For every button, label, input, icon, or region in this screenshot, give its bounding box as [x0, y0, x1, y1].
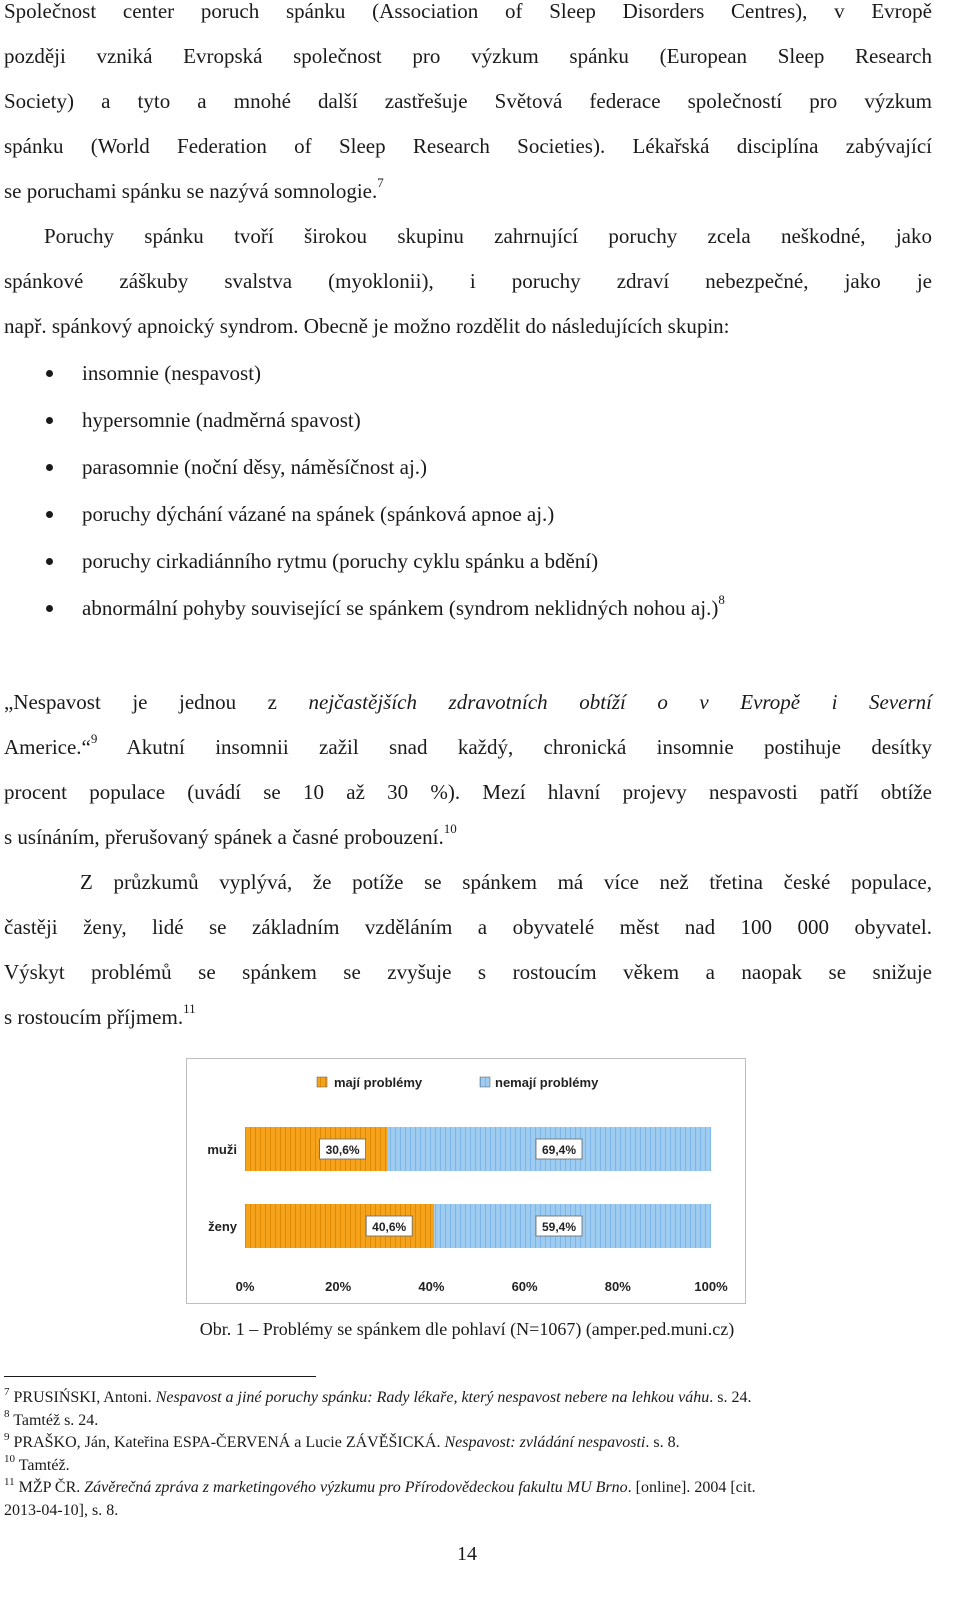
footnote-title: Závěrečná zpráva z marketingového výzkumu pro Přírodovědeckou fakultu MU Brno [84, 1479, 628, 1496]
p3-last-text: s usínáním, přerušovaný spánek a časné probouzení. [4, 825, 444, 849]
figure-caption: Obr. 1 – Problémy se spánkem dle pohlaví (N=1067) (amper.ped.muni.cz) [199, 1319, 735, 1339]
footnote-title: Nespavost a jiné poruchy spánku: Rady lékaře, který nespavost nebere na lehkou váhu [155, 1389, 710, 1406]
p4-last-line [4, 995, 932, 1040]
footnote-text: MŽP ČR. [18, 1479, 85, 1496]
list-item: poruchy cirkadiánního rytmu (poruchy cyklu spánku a bdění) [4, 538, 932, 585]
p3-line2-start: Americe.“ [4, 735, 91, 759]
list-item: parasomnie (noční děsy, náměsíčnost aj.) [4, 444, 932, 491]
p4-line: Z průzkumů vyplývá, že potíže se spánkem má více než třetina české populace, [80, 870, 932, 894]
x-tick-label-3: 60% [511, 1279, 538, 1294]
footnote-divider [4, 1376, 316, 1377]
p2-line: spánkové záškuby svalstva (myoklonii), i poruchy zdraví nebezpečné, jako je [4, 269, 932, 293]
p1-line: později vzniká Evropská společnost pro výzkum spánku (European Sleep Research [4, 44, 932, 68]
data-label-1-1: 59,4% [541, 1220, 577, 1234]
footnote-ref-9[interactable]: 9 [90, 731, 98, 746]
footnote-10 [4, 1455, 932, 1478]
footnote-text: PRUSIŃSKI, Antoni. [13, 1389, 156, 1406]
footnote-ref-11[interactable]: 11 [183, 1001, 196, 1016]
p4-last-text: s rostoucím příjmem. [4, 1005, 184, 1029]
footnote-number: 11 [4, 1475, 15, 1488]
p3-last-line [4, 815, 932, 860]
p1-line: spánku (World Federation of Sleep Research Societies). Lékařská disciplína zabývající [4, 134, 932, 158]
footnote-number: 9 [4, 1430, 10, 1443]
bar-has-problems-0 [245, 1127, 388, 1171]
p4-line: častěji ženy, lidé se základním vzděláním a obyvatelé měst nad 100 000 obyvatel. [4, 915, 932, 939]
footnote-text: PRAŠKO, Ján, Kateřina ESPA-ČERVENÁ a Lucie ZÁVĚŠICKÁ. [13, 1434, 445, 1451]
footnote-11 [4, 1477, 932, 1500]
footnote-9 [4, 1432, 932, 1455]
footnote-number: 7 [4, 1385, 10, 1398]
legend-label-no-problems: nemají problémy [495, 1075, 599, 1090]
list-item: insomnie (nespavost) [4, 350, 932, 397]
list-item [4, 585, 932, 632]
footnote-number: 8 [4, 1408, 10, 1421]
p3-line-2 [4, 725, 932, 770]
sleep-disorder-list [4, 350, 932, 632]
x-tick-label-1: 20% [325, 1279, 352, 1294]
p3-line-1 [4, 680, 932, 725]
footnote-title: Nespavost: zvládání nespavosti [444, 1434, 646, 1451]
x-tick-label-0: 0% [235, 1279, 255, 1294]
footnote-text: . s. 8. [645, 1434, 680, 1451]
list-item: poruchy dýchání vázané na spánek (spánková apnoe aj.) [4, 491, 932, 538]
x-tick-label-4: 80% [604, 1279, 631, 1294]
p3-quote-italic: nejčastějších zdravotních obtíží o v Evropě i Severní [308, 690, 932, 714]
footnote-ref-7[interactable]: 7 [377, 175, 384, 190]
p1-line: Society) a tyto a mnohé další zastřešuje Světová federace společností pro výzkum [4, 89, 932, 113]
sleep-problems-chart [187, 1059, 745, 1303]
footnote-ref-10[interactable]: 10 [443, 821, 457, 836]
footnote-text: . s. 24. [709, 1389, 752, 1406]
x-tick-label-2: 40% [418, 1279, 445, 1294]
list-item: hypersomnie (nadměrná spavost) [4, 397, 932, 444]
data-label-0-0: 30,6% [325, 1143, 360, 1157]
footnote-number: 10 [4, 1453, 15, 1466]
legend-swatch-no-problems [480, 1077, 490, 1087]
p1-line: Společnost center poruch spánku (Association of Sleep Disorders Centres), v Evropě [4, 0, 932, 23]
category-label-0: muži [207, 1142, 237, 1157]
p3-line2-rest: Akutní insomnii zažil snad každý, chronická insomnie postihuje desítky [97, 735, 932, 759]
p3-quote-open: „Nespavost je jednou z [4, 690, 309, 714]
p4-line: Výskyt problémů se spánkem se zvyšuje s rostoucím věkem a naopak se snižuje [4, 960, 932, 984]
legend-label-has-problems: mají problémy [334, 1075, 423, 1090]
data-label-0-1: 69,4% [541, 1143, 577, 1157]
footnote-8 [4, 1410, 932, 1433]
p3-line-3: procent populace (uvádí se 10 až 30 %). Mezí hlavní projevy nespavosti patří obtíže [4, 780, 932, 804]
legend-swatch-has-problems [317, 1077, 327, 1087]
body-text [4, 0, 932, 1040]
data-label-1-0: 40,6% [372, 1220, 407, 1234]
chart-frame [186, 1058, 746, 1304]
spacer [4, 632, 932, 680]
footnotes [4, 1387, 932, 1522]
x-tick-label-5: 100% [694, 1279, 728, 1294]
list-item-text: abnormální pohyby související se spánkem (syndrom neklidných nohou aj.) [82, 596, 719, 620]
category-label-1: ženy [208, 1219, 237, 1234]
page-number: 14 [457, 1543, 477, 1565]
p1-last-text: se poruchami spánku se nazývá somnologie. [4, 179, 378, 203]
footnote-7 [4, 1387, 932, 1410]
footnote-11-cont: 2013-04-10], s. 8. [4, 1501, 119, 1519]
p1-last-line [4, 169, 932, 214]
footnote-text: . [online]. 2004 [cit. [627, 1479, 756, 1496]
p2-last-line: např. spánkový apnoický syndrom. Obecně je možno rozdělit do následujících skupin: [4, 314, 730, 338]
footnote-text: Tamtéž s. 24. [13, 1411, 99, 1429]
p2-line: Poruchy spánku tvoří širokou skupinu zahrnující poruchy zcela neškodné, jako [44, 224, 932, 248]
footnote-ref-8[interactable]: 8 [718, 592, 725, 607]
footnote-text: Tamtéž. [18, 1456, 70, 1474]
